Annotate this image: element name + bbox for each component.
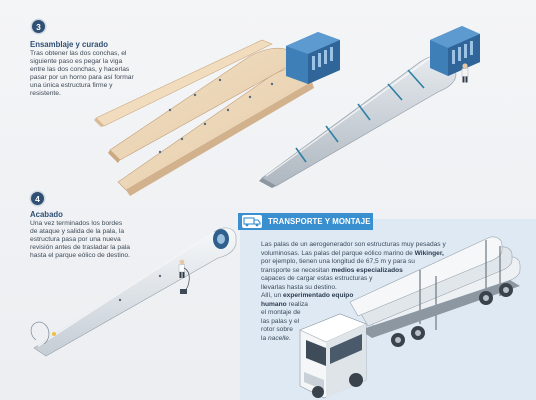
transport-line: llevarlas hasta su destino. (261, 283, 337, 291)
transport-line: Allí, un experimentado equipo (261, 292, 354, 299)
step-3-line: pasar por un horno para así formar (30, 74, 134, 82)
step-3-line: resistente. (30, 90, 61, 98)
step-3-line: Tras obtener las dos conchas, el (30, 50, 127, 57)
transport-line: por ejemplo, tienen una longitud de 67,5 m y para su (261, 258, 415, 265)
transport-title: TRANSPORTE Y MONTAJE (268, 216, 371, 226)
transport-line: el montaje de (261, 309, 301, 316)
step-4-line: hasta el parque eólico de destino. (30, 252, 131, 260)
step-3-title: Ensamblaje y curado (30, 40, 108, 49)
transport-line: capaces de cargar estas estructuras y (261, 275, 373, 282)
step-4-badge: 4 (31, 192, 44, 205)
step-4-line: de ataque y salida de la pala, la (30, 228, 125, 236)
step-3-line: una única estructura firme y (30, 82, 113, 90)
transport-line: voluminosas. Las palas del parque eólico marino de Wikinger, (261, 249, 444, 257)
transport-line: Las palas de un aerogenerador son estructuras muy pesadas y (261, 241, 446, 248)
step-4-line: estructura pasa por una nueva (30, 236, 121, 244)
step-3-line: siguiente paso es pegar la viga (30, 58, 123, 66)
transport-line: rotor sobre (261, 326, 293, 333)
transport-line: humano realiza (261, 300, 308, 308)
truck-icon (242, 215, 262, 228)
step-4-line: revisión antes de trasladar la pala (30, 244, 130, 252)
step-4-line: Una vez terminados los bordes (30, 220, 123, 227)
transport-line: la nacelle. (261, 334, 291, 342)
transport-line: transporte se necesitan medios especializados (261, 266, 403, 274)
step-3-line: entre las dos conchas, y hacerlas (30, 66, 130, 74)
step-3-badge: 3 (32, 20, 45, 33)
step-4-title: Acabado (30, 210, 63, 219)
transport-line: las palas y el (261, 317, 300, 325)
